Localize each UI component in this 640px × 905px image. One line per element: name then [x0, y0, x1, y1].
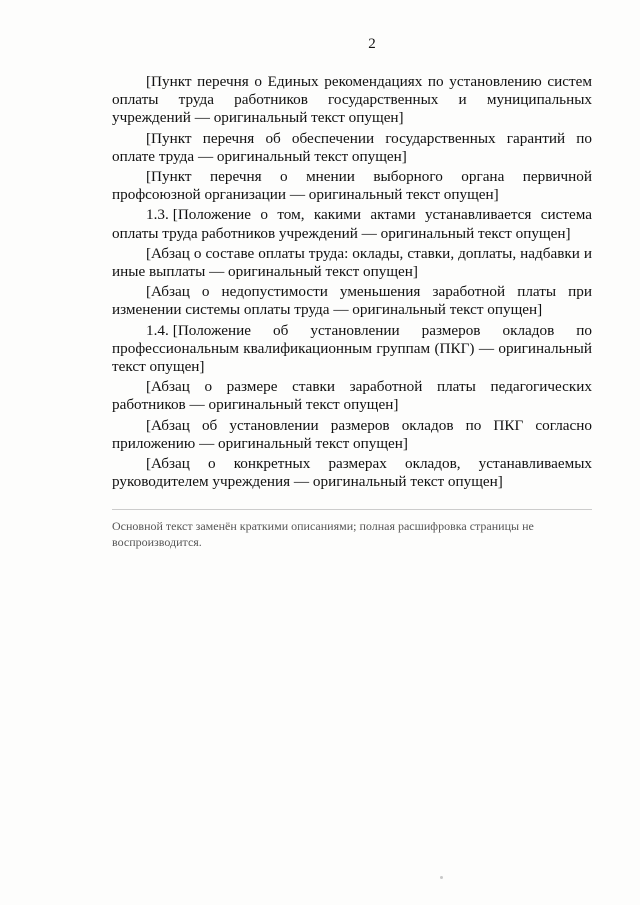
paragraph: [112, 378, 592, 414]
paragraph-text: [Абзац об установлении размеров окладов по ПКГ согласно приложению — оригинальный текст опущен]: [112, 416, 592, 452]
paragraph: [112, 73, 592, 128]
page-number: 2: [368, 36, 376, 52]
paragraph: [112, 455, 592, 491]
paragraph-text: [Пункт перечня об обеспечении государственных гарантий по оплате труда — оригинальный текст опущен]: [112, 129, 592, 165]
paragraph: [112, 130, 592, 166]
clause-number: 1.4.: [146, 321, 169, 339]
paragraph-text: [Абзац о конкретных размерах окладов, устанавливаемых руководителем учреждения — оригинальный текст опущен]: [112, 455, 592, 491]
scan-speck: [440, 876, 443, 879]
paragraph: [112, 417, 592, 453]
clause-number: 1.3.: [146, 206, 169, 224]
paragraph-text: [Пункт перечня о Единых рекомендациях по установлению систем оплаты труда работников государственных и муниципальных учреждений — оригинальный текст опущен]: [112, 73, 592, 127]
paragraph-text: [Абзац о недопустимости уменьшения заработной платы при изменении системы оплаты труда — оригинальный текст опущен]: [112, 283, 592, 319]
paragraph: [112, 206, 592, 242]
paragraph-text: [Абзац о составе оплаты труда: оклады, ставки, доплаты, надбавки и иные выплаты — оригинальный текст опущен]: [112, 244, 592, 281]
paragraph: [112, 322, 592, 377]
paragraph-text: [Абзац о размере ставки заработной платы педагогических работников — оригинальный текст опущен]: [112, 378, 592, 414]
paragraph: [112, 283, 592, 319]
paragraph-text: [Пункт перечня о мнении выборного органа первичной профсоюзной организации — оригинальный текст опущен]: [112, 168, 592, 204]
paragraph-text: [Положение об установлении размеров окладов по профессиональным квалификационным группам (ПКГ) — оригинальный текст опущен]: [112, 321, 592, 376]
omission-note: Основной текст заменён краткими описаниями; полная расшифровка страницы не воспроизводится.: [112, 509, 592, 550]
document-body: [112, 73, 592, 491]
paragraph-text: [Положение о том, какими актами устанавливается система оплаты труда работников учреждений — оригинальный текст опущен]: [112, 206, 592, 242]
paragraph: [112, 168, 592, 204]
paragraph: [112, 245, 592, 281]
